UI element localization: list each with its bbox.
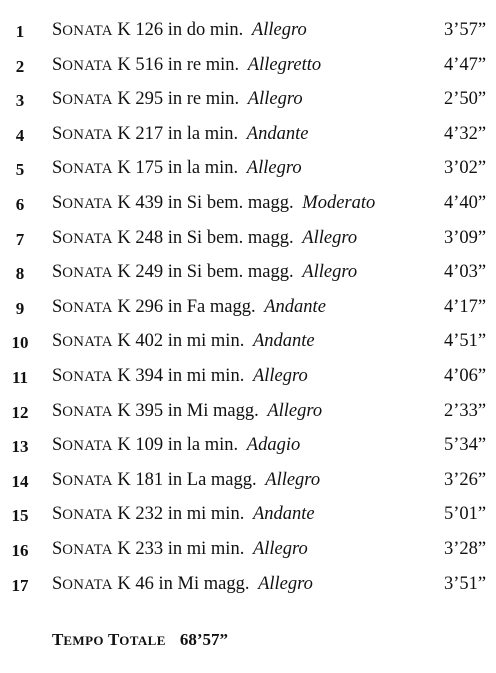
- track-key: K 233 in mi min.: [117, 538, 245, 559]
- sonata-label-rest: ONATA: [62, 230, 113, 247]
- sonata-label-rest: ONATA: [62, 195, 113, 212]
- track-duration: 4’03”: [444, 262, 487, 283]
- track-title: [52, 262, 357, 283]
- track-title: [52, 193, 375, 214]
- sonata-label-initial: S: [52, 192, 63, 213]
- track-key: K 217 in la min.: [117, 123, 239, 144]
- sonata-label-initial: S: [52, 435, 63, 456]
- sonata-label-rest: ONATA: [62, 334, 113, 351]
- track-title: [52, 228, 357, 249]
- track-row: [0, 256, 496, 291]
- track-title: [52, 539, 308, 560]
- track-row: [0, 49, 496, 84]
- track-tempo: Adagio: [246, 435, 301, 456]
- total-label-rest: EMPO: [63, 633, 104, 648]
- track-number: 7: [15, 229, 25, 249]
- track-number: 6: [15, 194, 25, 214]
- sonata-label-initial: S: [52, 469, 63, 490]
- track-number: 4: [15, 125, 25, 145]
- track-title: [52, 297, 326, 318]
- sonata-label-initial: S: [52, 296, 63, 317]
- track-row: [0, 222, 496, 257]
- sonata-label-rest: ONATA: [62, 472, 113, 489]
- track-tempo: Allegro: [251, 20, 307, 40]
- track-tempo: Andante: [246, 123, 309, 144]
- track-duration: 4’32”: [444, 123, 487, 144]
- sonata-label-initial: S: [52, 123, 63, 144]
- track-tempo: Allegro: [302, 227, 358, 248]
- track-row: [0, 187, 496, 222]
- sonata-label: [52, 262, 113, 282]
- sonata-label-initial: S: [52, 54, 63, 75]
- track-tempo: Allegretto: [247, 54, 322, 75]
- sonata-label: [52, 574, 113, 594]
- sonata-label: [52, 158, 113, 178]
- sonata-label: [52, 55, 113, 75]
- sonata-label-initial: S: [52, 20, 63, 40]
- track-key: K 395 in Mi magg.: [117, 400, 259, 421]
- track-number: 1: [15, 22, 25, 41]
- track-row: [0, 395, 496, 430]
- track-row: [0, 533, 496, 568]
- track-row: [0, 14, 496, 49]
- track-number: 17: [11, 575, 29, 595]
- track-tempo: Allegro: [246, 158, 302, 179]
- sonata-label-initial: S: [52, 365, 63, 386]
- track-row: [0, 464, 496, 499]
- track-tempo: Moderato: [302, 192, 376, 213]
- track-number: 5: [15, 160, 25, 180]
- track-title: [52, 331, 315, 352]
- sonata-label-initial: S: [52, 538, 63, 559]
- track-key: K 296 in Fa magg.: [117, 296, 256, 317]
- track-duration: 3’26”: [444, 469, 487, 490]
- sonata-label-rest: ONATA: [62, 438, 113, 455]
- track-number: 11: [11, 367, 29, 387]
- track-number: 14: [11, 471, 29, 491]
- total-label-initial: T: [52, 630, 64, 649]
- sonata-label-initial: S: [52, 227, 63, 248]
- sonata-label: [52, 401, 113, 421]
- track-duration: 3’57”: [444, 20, 487, 40]
- track-title: [52, 158, 302, 179]
- track-key: K 295 in re min.: [117, 89, 240, 110]
- track-tempo: Allegro: [252, 365, 308, 386]
- track-number: 13: [11, 437, 29, 457]
- total-label-rest: OTALE: [119, 633, 166, 648]
- sonata-label: [52, 331, 113, 351]
- track-tempo: Andante: [264, 296, 326, 317]
- total-time: [52, 630, 228, 650]
- track-key: K 181 in La magg.: [117, 469, 257, 490]
- track-key: K 248 in Si bem. magg.: [117, 227, 294, 248]
- track-key: K 175 in la min.: [117, 158, 239, 179]
- sonata-label-rest: ONATA: [62, 507, 113, 524]
- track-key: K 109 in la min.: [117, 435, 239, 456]
- track-duration: 3’02”: [444, 158, 487, 179]
- track-key: K 394 in mi min.: [117, 365, 245, 386]
- sonata-label-rest: ONATA: [62, 265, 113, 282]
- track-duration: 5’01”: [444, 504, 487, 525]
- sonata-label-initial: S: [52, 262, 63, 283]
- track-tempo: Allegro: [258, 573, 313, 594]
- sonata-label-initial: S: [52, 504, 63, 525]
- sonata-label-initial: S: [52, 331, 63, 352]
- track-tempo: Allegro: [247, 89, 303, 110]
- sonata-label-initial: S: [52, 573, 63, 594]
- track-duration: 3’51”: [444, 573, 487, 594]
- track-row: [0, 118, 496, 153]
- sonata-label-rest: ONATA: [62, 23, 113, 39]
- track-duration: 3’09”: [444, 227, 487, 248]
- track-number: 3: [15, 91, 25, 111]
- track-number: 16: [11, 540, 29, 560]
- sonata-label: [52, 89, 113, 109]
- track-list: [0, 14, 496, 602]
- track-tempo: Allegro: [252, 538, 308, 559]
- track-title: [52, 504, 315, 525]
- track-number: 8: [15, 264, 25, 284]
- track-title: [52, 435, 300, 456]
- total-label: [52, 632, 166, 649]
- track-number: 12: [11, 402, 29, 422]
- track-key: K 46 in Mi magg.: [117, 573, 250, 594]
- sonata-label-rest: ONATA: [62, 126, 113, 143]
- track-key: K 402 in mi min.: [117, 331, 245, 352]
- track-title: [52, 55, 321, 76]
- track-title: [52, 89, 303, 110]
- sonata-label: [52, 504, 113, 524]
- sonata-label-rest: ONATA: [62, 576, 113, 593]
- track-row: [0, 291, 496, 326]
- sonata-label-initial: S: [52, 400, 63, 421]
- track-duration: 2’50”: [444, 89, 487, 110]
- sonata-label: [52, 228, 113, 248]
- sonata-label-rest: ONATA: [62, 57, 113, 74]
- sonata-label: [52, 297, 113, 317]
- track-row: [0, 83, 496, 118]
- sonata-label: [52, 124, 113, 144]
- track-tempo: Allegro: [302, 262, 358, 283]
- track-duration: 4’40”: [444, 192, 487, 213]
- track-number: 9: [15, 298, 25, 318]
- sonata-label: [52, 193, 113, 213]
- sonata-label-rest: ONATA: [62, 403, 113, 420]
- sonata-label: [52, 435, 113, 455]
- track-tempo: Andante: [252, 504, 315, 525]
- track-duration: 4’17”: [444, 296, 487, 317]
- track-row: [0, 498, 496, 533]
- total-label-initial: T: [107, 630, 120, 649]
- track-title: [52, 366, 308, 387]
- sonata-label-rest: ONATA: [62, 368, 113, 385]
- track-duration: 2’33”: [444, 400, 487, 421]
- track-duration: 4’06”: [444, 365, 487, 386]
- track-duration: 3’28”: [444, 538, 487, 559]
- track-key: K 439 in Si bem. magg.: [117, 192, 294, 213]
- track-tempo: Allegro: [267, 400, 323, 421]
- sonata-label: [52, 539, 113, 559]
- track-tempo: Allegro: [265, 469, 321, 490]
- track-title: [52, 574, 313, 595]
- track-row: [0, 568, 496, 603]
- track-number: 10: [11, 333, 29, 353]
- total-value: 68’57”: [179, 630, 229, 649]
- track-duration: 5’34”: [444, 435, 487, 456]
- sonata-label: [52, 470, 113, 490]
- sonata-label-rest: ONATA: [62, 541, 113, 558]
- track-tempo: Andante: [252, 331, 315, 352]
- track-title: [52, 20, 307, 41]
- sonata-label: [52, 20, 113, 40]
- track-key: K 126 in do min.: [117, 20, 244, 40]
- track-number: 2: [15, 56, 25, 76]
- sonata-label-rest: ONATA: [62, 92, 113, 109]
- track-duration: 4’51”: [444, 331, 487, 352]
- track-key: K 232 in mi min.: [117, 504, 245, 525]
- track-key: K 249 in Si bem. magg.: [117, 262, 294, 283]
- track-row: [0, 360, 496, 395]
- track-key: K 516 in re min.: [117, 54, 240, 75]
- sonata-label-initial: S: [52, 158, 63, 179]
- track-row: [0, 429, 496, 464]
- track-title: [52, 124, 308, 145]
- track-title: [52, 470, 320, 491]
- sonata-label-initial: S: [52, 89, 63, 110]
- track-duration: 4’47”: [444, 54, 487, 75]
- sonata-label-rest: ONATA: [62, 299, 113, 316]
- sonata-label-rest: ONATA: [62, 161, 113, 178]
- track-title: [52, 401, 322, 422]
- track-number: 15: [11, 506, 29, 526]
- track-row: [0, 325, 496, 360]
- sonata-label: [52, 366, 113, 386]
- track-row: [0, 152, 496, 187]
